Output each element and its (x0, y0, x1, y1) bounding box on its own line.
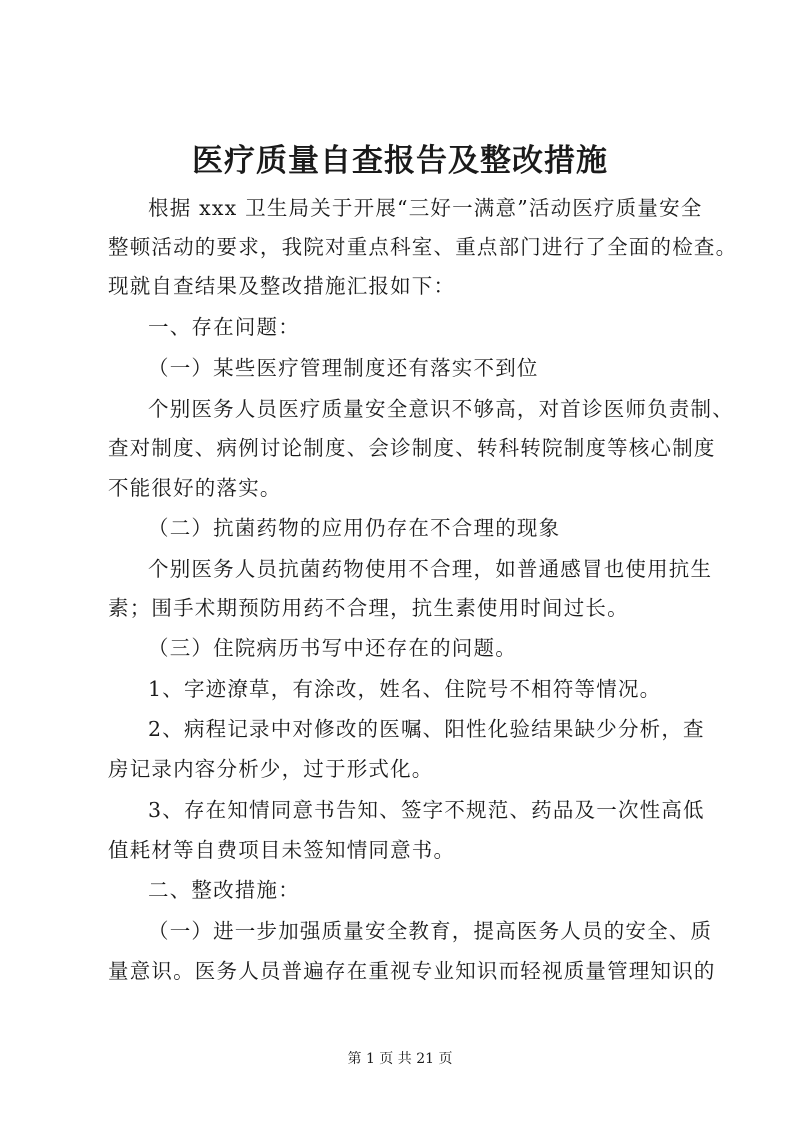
document-title: 医疗质量自查报告及整改措施 (192, 143, 608, 179)
paragraph-line: 不能很好的落实。 (108, 476, 282, 500)
page-footer: 第 1 页 共 21 页 (347, 1051, 453, 1067)
paragraph-line: 整顿活动的要求，我院对重点科室、重点部门进行了全面的检查。 (108, 235, 738, 259)
section-heading: 一、存在问题： (148, 315, 300, 339)
list-item: 2、病程记录中对修改的医嘱、阳性化验结果缺少分析，查 (148, 717, 705, 741)
paragraph-line: 值耗材等自费项目未签知情同意书。 (108, 838, 456, 862)
paragraph-line: 现就自查结果及整改措施汇报如下： (108, 274, 456, 298)
subsection-heading: （一）进一步加强质量安全教育，提高医务人员的安全、质 (148, 919, 713, 943)
list-item: 3、存在知情同意书告知、签字不规范、药品及一次性高低 (148, 798, 705, 822)
subsection-heading: （三）住院病历书写中还存在的问题。 (148, 636, 517, 660)
paragraph-line: 房记录内容分析少，过于形式化。 (108, 757, 434, 781)
paragraph-line: 素；围手术期预防用药不合理，抗生素使用时间过长。 (108, 596, 629, 620)
paragraph-line: 个别医务人员医疗质量安全意识不够高，对首诊医师负责制、 (148, 397, 734, 421)
paragraph-line: 查对制度、病例讨论制度、会诊制度、转科转院制度等核心制度 (108, 436, 716, 460)
section-heading: 二、整改措施： (148, 878, 300, 902)
paragraph-line: 量意识。医务人员普遍存在重视专业知识而轻视质量管理知识的 (108, 959, 716, 983)
list-item: 1、字迹潦草，有涂改，姓名、住院号不相符等情况。 (148, 677, 662, 701)
paragraph-line: 根据 xxx 卫生局关于开展“三好一满意”活动医疗质量安全 (148, 196, 703, 220)
subsection-heading: （一）某些医疗管理制度还有落实不到位 (148, 356, 539, 380)
paragraph-line: 个别医务人员抗菌药物使用不合理，如普通感冒也使用抗生 (148, 557, 713, 581)
subsection-heading: （二）抗菌药物的应用仍存在不合理的现象 (148, 516, 561, 540)
